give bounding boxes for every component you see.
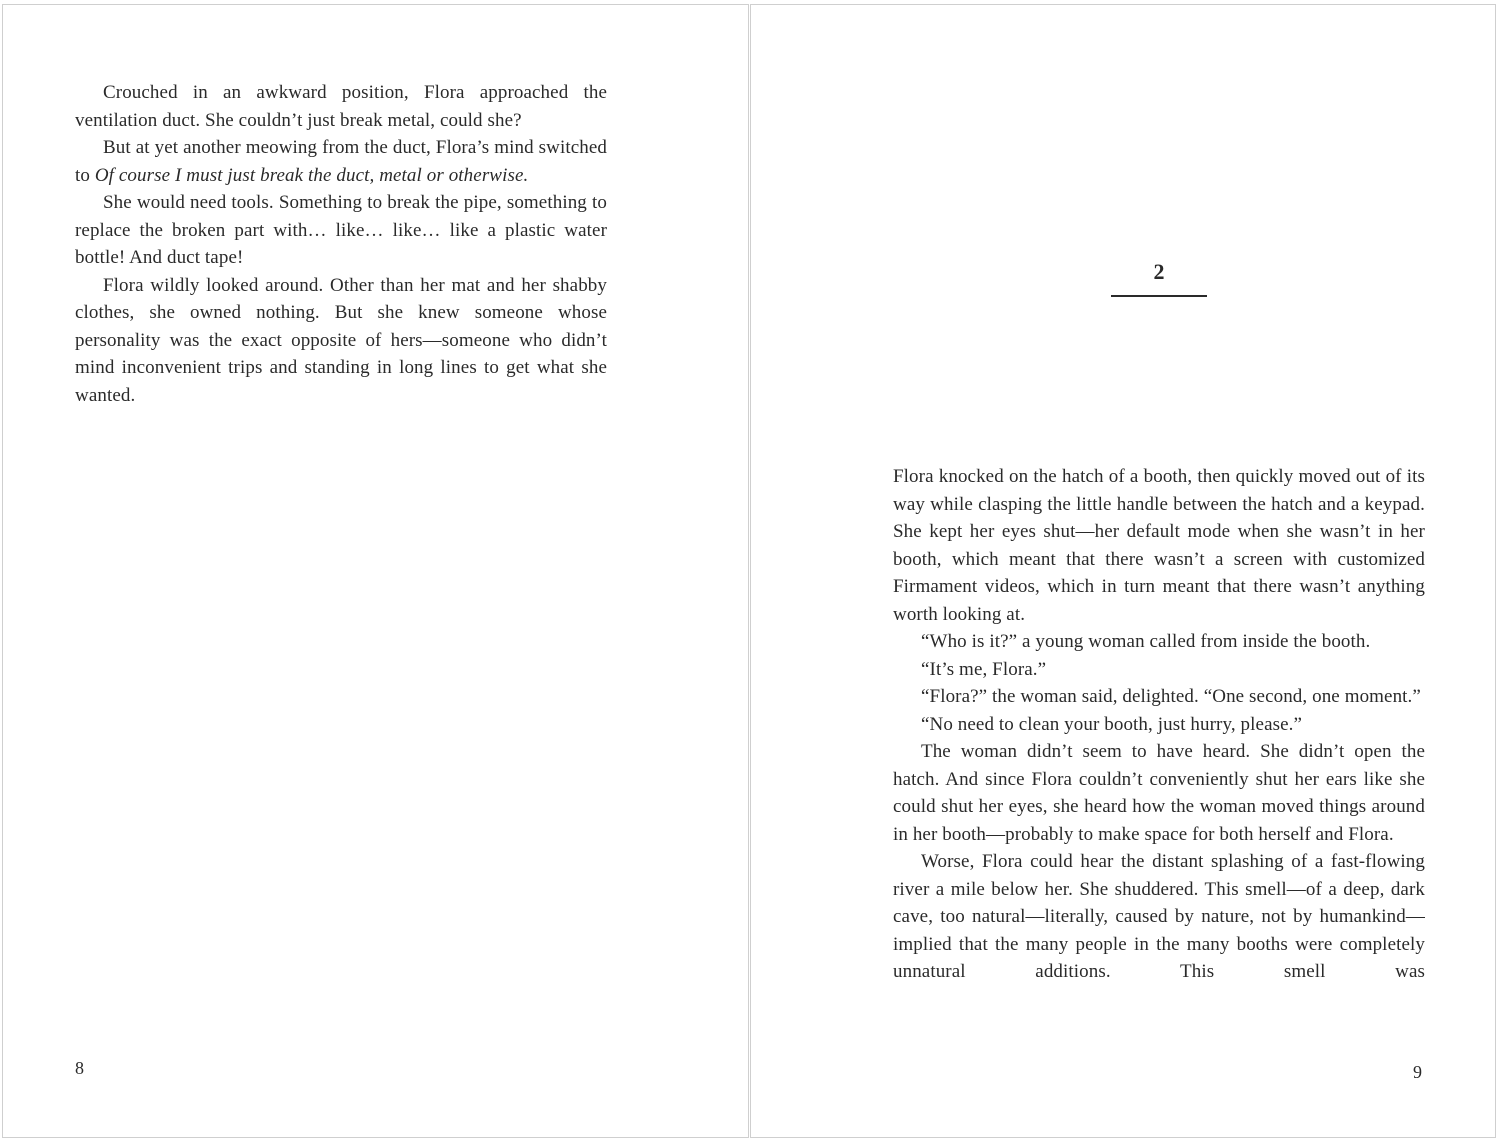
page-number: 8	[75, 1058, 84, 1078]
right-page	[750, 4, 1496, 1138]
paragraph-text: But at yet another meowing from the duct, Flora’s mind switched to	[75, 137, 607, 186]
paragraph	[75, 134, 607, 189]
paragraph: “Flora?” the woman said, delighted. “One second, one moment.”	[921, 686, 1421, 707]
paragraph: Flora wildly looked around. Other than her mat and her shabby clothes, she owned nothing. But she knew someone whose personality was the exact opposite of hers—someone who didn’t mind inconvenient trips and standing in long lines to get what she wanted.	[75, 274, 607, 406]
paragraph: Worse, Flora could hear the distant splashing of a fast-flowing river a mile below her. She shuddered. This smell—of a deep, dark cave, too natural—literally, caused by nature, not by humankind—implied that the many people in the many booths were completely unnatural additions. This smell was	[893, 851, 1425, 982]
paragraph: “Who is it?” a young woman called from inside the booth.	[921, 631, 1371, 652]
italic-thought: Of course I must just break the duct, metal or otherwise.	[94, 164, 529, 186]
paragraph: She would need tools. Something to break the pipe, something to replace the broken part with… like… like… like a plastic water bottle! And duct tape!	[75, 192, 607, 268]
paragraph: Flora knocked on the hatch of a booth, then quickly moved out of its way while clasping the little handle between the hatch and a keypad. She kept her eyes shut—her default mode when she wasn’t in her booth, which meant that there wasn’t a screen with customized Firmament videos, which in turn meant that there wasn’t anything worth looking at.	[893, 466, 1425, 625]
left-page-body	[75, 79, 607, 409]
chapter-number: 2	[1153, 259, 1165, 284]
paragraph: The woman didn’t seem to have heard. She didn’t open the hatch. And since Flora couldn’t conveniently shut her ears like she could shut her eyes, she heard how the woman moved things around in her booth—probably to make space for both herself and Flora.	[893, 741, 1425, 845]
page-number: 9	[1413, 1062, 1422, 1082]
paragraph: Crouched in an awkward position, Flora approached the ventilation duct. She couldn’t just break metal, could she?	[75, 82, 607, 131]
paragraph: “No need to clean your booth, just hurry, please.”	[921, 713, 1303, 735]
left-page	[2, 4, 749, 1138]
chapter-divider-rule	[1111, 295, 1207, 297]
right-page-body	[893, 463, 1425, 986]
paragraph: “It’s me, Flora.”	[921, 658, 1047, 680]
